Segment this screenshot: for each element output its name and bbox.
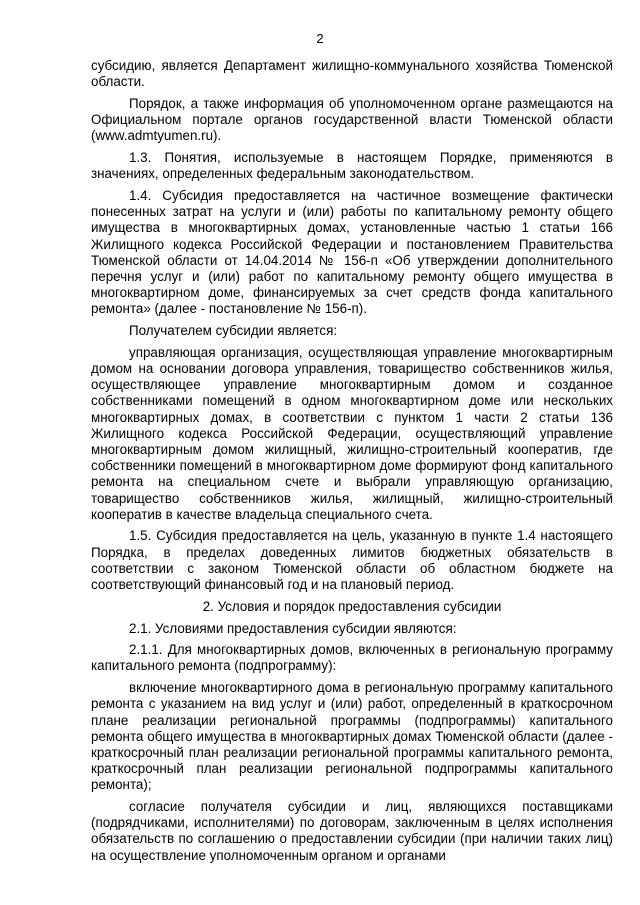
paragraph-managing-organization: управляющая организация, осуществляющая управление многоквартирным домом на основании договора управления, товарищество собственников жилья, осуществляющее управление многоквартирным домом и созданное собственниками помещений в одном многоквартирном доме или нескольких многоквартирных домах, в соответствии с пунктом 1 части 2 статьи 136 Жилищного кодекса Российской Федерации, осуществляющий управление многоквартирным домом жилищный, жилищно-строительный кооператив, где собственники помещений в многоквартирном доме формируют фонд капитального ремонта на специальном счете и выбрали управляющую организацию, товарищество собственников жилья, жилищный, жилищно-строительный кооператив в качестве владельца специального счета. — [91, 344, 613, 522]
paragraph-2-1: 2.1. Условиями предоставления субсидии являются: — [129, 620, 457, 636]
paragraph-recipient-heading: Получателем субсидии является: — [129, 323, 338, 339]
paragraph-2-1-1: 2.1.1. Для многоквартирных домов, включенных в региональную программу капитального ремонта (подпрограмму): — [91, 642, 613, 674]
page-number: 2 — [316, 31, 324, 46]
paragraph-1-4: 1.4. Субсидия предоставляется на частичное возмещение фактически понесенных затрат на услуги и (или) работы по капитальному ремонту общего имущества в многоквартирных домах, установленные частью 1 статьи 166 Жилищного кодекса Российской Федерации и постановлением Правительства Тюменской области от 14.04.2014 № 156-п «Об утверждении дополнительного перечня услуг и (или) работ по капитальному ремонту общего имущества в многоквартирном доме, финансируемых за счет средств фонда капитального ремонта» (далее - постановление № 156-п). — [91, 187, 613, 317]
paragraph-consent-condition: согласие получателя субсидии и лиц, являющихся поставщиками (подрядчиками, исполнителями) по договорам, заключенным в целях исполнения обязательств по соглашению о предоставлении субсидии (при наличии таких лиц) на осуществление уполномоченным органом и органами — [91, 799, 613, 863]
section-heading-2: 2. Условия и порядок предоставления субсидии — [202, 598, 502, 614]
paragraph-portal-info: Порядок, а также информация об уполномоченном органе размещаются на Официальном портале органов государственной власти Тюменской области (www.admtyumen.ru). — [91, 95, 613, 144]
document-body — [91, 58, 613, 869]
paragraph-recipient-department: субсидию, является Департамент жилищно-коммунального хозяйства Тюменской области. — [91, 58, 613, 90]
paragraph-inclusion-condition: включение многоквартирного дома в региональную программу капитального ремонта с указанием на вид услуг и (или) работ, определенный в краткосрочном плане реализации региональной программы (подпрограммы) капитального ремонта общего имущества в многоквартирных домах Тюменской области (далее - краткосрочный план реализации региональной программы капитального ремонта, краткосрочный план реализации региональной подпрограммы капитального ремонта); — [91, 680, 613, 793]
paragraph-1-5: 1.5. Субсидия предоставляется на цель, указанную в пункте 1.4 настоящего Порядка, в пределах доведенных лимитов бюджетных обязательств в соответствии с законом Тюменской области об областном бюджете на соответствующий финансовый год и на плановый период. — [91, 528, 613, 593]
paragraph-1-3: 1.3. Понятия, используемые в настоящем Порядке, применяются в значениях, определенных федеральным законодательством. — [91, 150, 613, 182]
